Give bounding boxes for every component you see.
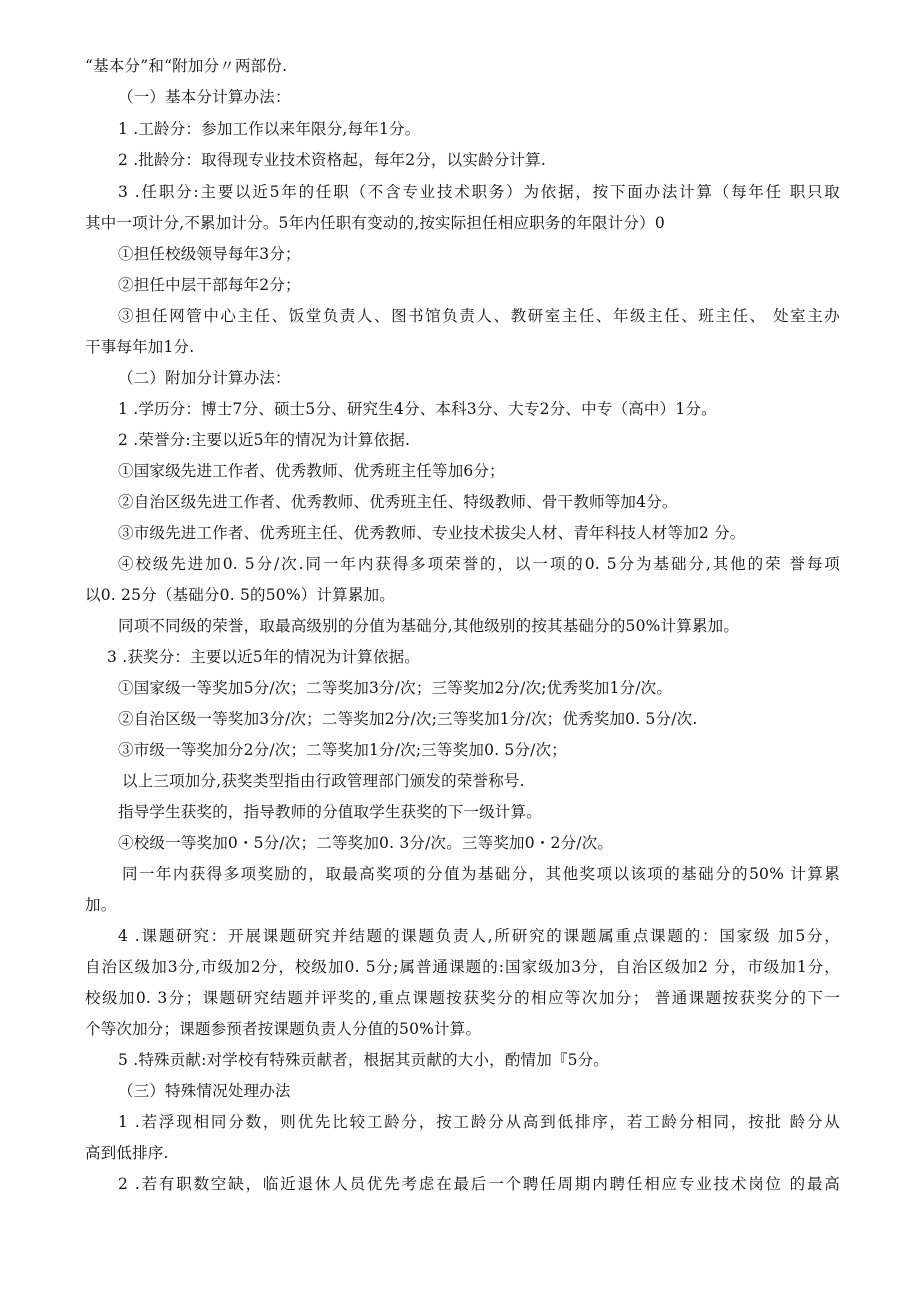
text-line: 高到低排序. (85, 1144, 169, 1162)
text-line: ④校级先进加0. 5分/次.同一年内获得多项荣誉的，以一项的0. 5分为基础分,其他的荣 誉每项 (118, 555, 840, 573)
text-line: 1 .学历分：博士7分、硕士5分、研究生4分、本科3分、大专2分、中专（高中）1分。 (118, 400, 717, 418)
text-line: 校级加0. 3分；课题研究结题并评奖的,重点课题按获奖分的相应等次加分； 普通课题按获奖分的下一 (85, 989, 840, 1007)
text-line: 以上三项加分,获奖类型指由行政管理部门颁发的荣誉称号. (122, 772, 525, 790)
text-line: 5 .特殊贡献:对学校有特殊贡献者，根据其贡献的大小，酌情加『5分。 (118, 1051, 610, 1069)
text-line: 其中一项计分,不累加计分。5年内任职有变动的,按实际担任相应职务的年限计分）0 (85, 214, 665, 232)
text-line: ①担任校级领导每年3分； (118, 245, 301, 263)
text-line: 自治区级加3分,市级加2分，校级加0. 5分;属普通课题的:国家级加3分，自治区级加2 分，市级加1分， (85, 958, 840, 976)
text-line: 同一年内获得多项奖励的，取最高奖项的分值为基础分，其他奖项以该项的基础分的50% 计算累 (122, 865, 840, 883)
text-line: 4 .课题研究：开展课题研究并结题的课题负责人,所研究的课题属重点课题的：国家级 加5分， (118, 927, 840, 945)
text-line: ④校级一等奖加0・5分/次；二等奖加0. 3分/次。三等奖加0・2分/次。 (118, 834, 614, 852)
text-line: 1 .若浮现相同分数，则优先比较工龄分，按工龄分从高到低排序，若工龄分相同，按批 龄分从 (118, 1113, 840, 1131)
text-line: 干事每年加1分. (85, 338, 195, 356)
text-line: 2 .批龄分：取得现专业技术资格起，每年2分，以实龄分计算. (118, 151, 547, 169)
text-line: 1 .工龄分：参加工作以来年限分,每年1分。 (118, 120, 421, 138)
section-heading: （一）基本分计算办法： (118, 88, 291, 106)
text-line: “基本分”和“附加分〃两部份. (85, 57, 288, 75)
text-line: 2 .若有职数空缺，临近退休人员优先考虑在最后一个聘任周期内聘任相应专业技术岗位 的最高 (118, 1175, 840, 1193)
text-line: 3 .任职分:主要以近5年的任职（不含专业技术职务）为依据，按下面办法计算（每年任 职只取 (118, 183, 840, 201)
section-heading: （二）附加分计算办法： (118, 369, 291, 387)
text-line: ②自治区级一等奖加3分/次；二等奖加2分/次;三等奖加1分/次；优秀奖加0. 5分/次. (118, 710, 698, 728)
text-line: 加。 (85, 896, 117, 914)
text-line: 以0. 25分（基础分0. 5的50%）计算累加。 (85, 586, 395, 604)
text-line: ③市级先进工作者、优秀班主任、优秀教师、专业技术拔尖人材、青年科技人材等加2 分。 (118, 524, 746, 542)
text-line: 2 .荣誉分:主要以近5年的情况为计算依据. (118, 431, 411, 449)
text-line: ③担任网管中心主任、饭堂负责人、图书馆负责人、教研室主任、年级主任、班主任、 处室主办 (118, 307, 840, 325)
section-heading: （三）特殊情况处理办法 (118, 1082, 291, 1100)
text-line: ①国家级一等奖加5分/次；二等奖加3分/次；三等奖加2分/次;优秀奖加1分/次。 (118, 679, 673, 697)
text-line: 个等次加分；课题参预者按课题负责人分值的50%计算。 (85, 1020, 482, 1038)
text-line: ②自治区级先进工作者、优秀教师、优秀班主任、特级教师、骨干教师等加4分。 (118, 493, 678, 511)
text-line: 3 .获奖分：主要以近5年的情况为计算依据。 (107, 648, 420, 666)
text-line: 同项不同级的荣誉，取最高级别的分值为基础分,其他级别的按其基础分的50%计算累加。 (118, 617, 740, 635)
text-line: ①国家级先进工作者、优秀教师、优秀班主任等加6分； (118, 462, 505, 480)
text-line: ③市级一等奖加分2分/次；二等奖加1分/次;三等奖加0. 5分/次； (118, 741, 567, 759)
text-line: ②担任中层干部每年2分； (118, 276, 301, 294)
text-line: 指导学生获奖的，指导教师的分值取学生获奖的下一级计算。 (118, 803, 542, 821)
